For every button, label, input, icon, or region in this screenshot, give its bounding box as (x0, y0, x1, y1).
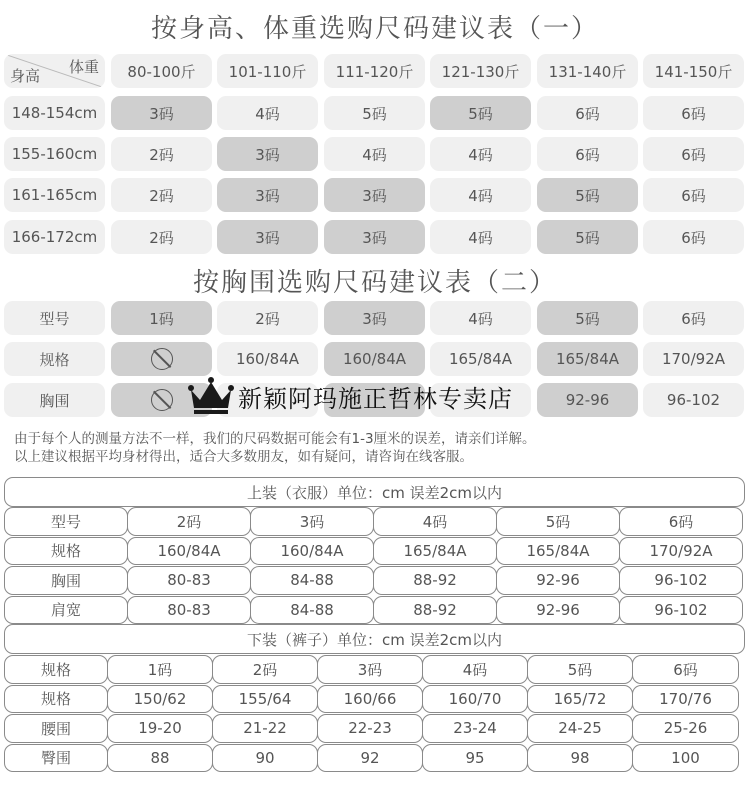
row-label: 胸围 (4, 566, 128, 595)
row-label: 规格 (4, 537, 128, 566)
row-label: 规格 (4, 655, 108, 684)
height-label: 166-172cm (4, 220, 105, 254)
spec-cell: 165/84A (537, 342, 638, 376)
size-cell: 5码 (324, 96, 425, 130)
height-label: 161-165cm (4, 178, 105, 212)
table-cell: 24-25 (527, 714, 633, 743)
size-cell: 4码 (430, 178, 531, 212)
size-cell: 6码 (537, 96, 638, 130)
table-cell: 2码 (127, 507, 251, 536)
height-label: 155-160cm (4, 137, 105, 171)
size-cell: 3码 (111, 96, 212, 130)
weight-header: 141-150斤 (643, 54, 744, 88)
na-cell (111, 342, 212, 376)
header-height-label: 身高 (10, 67, 41, 85)
table-cell: 2码 (212, 655, 318, 684)
size-cell: 5码 (537, 178, 638, 212)
table-cell: 84-88 (250, 596, 374, 625)
table-cell: 80-83 (127, 596, 251, 625)
weight-header: 80-100斤 (111, 54, 212, 88)
size-cell: 6码 (643, 137, 744, 171)
table-cell: 88-92 (373, 596, 497, 625)
table-cell: 165/72 (527, 685, 633, 714)
model-cell: 5码 (537, 301, 638, 335)
table-cell: 160/70 (422, 685, 528, 714)
table-cell: 5码 (527, 655, 633, 684)
size-cell: 6码 (643, 96, 744, 130)
table-cell: 170/92A (619, 537, 743, 566)
size-cell: 3码 (217, 137, 318, 171)
table-cell: 165/84A (373, 537, 497, 566)
top-table-title: 上装（衣服）单位：cm 误差2cm以内 (4, 477, 745, 507)
chest-cell: 92-96 (537, 383, 638, 417)
table-cell: 80-83 (127, 566, 251, 595)
table-cell: 6码 (632, 655, 739, 684)
size-cell: 3码 (324, 178, 425, 212)
table-cell: 160/66 (317, 685, 423, 714)
chest-cell: 96-102 (643, 383, 744, 417)
row-label-model: 型号 (4, 301, 105, 335)
table-cell: 84-88 (250, 566, 374, 595)
size-cell: 4码 (217, 96, 318, 130)
table-cell: 92-96 (496, 596, 620, 625)
row-label-spec: 规格 (4, 342, 105, 376)
table-cell: 5码 (496, 507, 620, 536)
size-cell: 5码 (430, 96, 531, 130)
table-cell: 19-20 (107, 714, 213, 743)
row-label: 腰围 (4, 714, 108, 743)
table-cell: 98 (527, 744, 633, 773)
table-cell: 3码 (317, 655, 423, 684)
size-cell: 3码 (217, 178, 318, 212)
size-cell: 6码 (643, 178, 744, 212)
row-label-chest: 胸围 (4, 383, 105, 417)
table2-title: 按胸围选购尺码建议表（二） (192, 268, 557, 298)
table-cell: 21-22 (212, 714, 318, 743)
size-cell: 4码 (324, 137, 425, 171)
spec-cell: 170/92A (643, 342, 744, 376)
table-cell: 92 (317, 744, 423, 773)
table-cell: 155/64 (212, 685, 318, 714)
spec-cell: 160/84A (324, 342, 425, 376)
bottom-table-title: 下装（裤子）单位：cm 误差2cm以内 (4, 624, 745, 654)
weight-header: 111-120斤 (324, 54, 425, 88)
model-cell: 6码 (643, 301, 744, 335)
note-line: 以上建议根据平均身材得出，适合大多数朋友，如有疑问，请咨询在线客服。 (14, 449, 473, 465)
height-label: 148-154cm (4, 96, 105, 130)
table-cell: 4码 (373, 507, 497, 536)
model-cell: 2码 (217, 301, 318, 335)
table-cell: 4码 (422, 655, 528, 684)
table-cell: 96-102 (619, 566, 743, 595)
table-cell: 165/84A (496, 537, 620, 566)
header-weight-label: 体重 (68, 58, 99, 76)
size-cell: 2码 (111, 137, 212, 171)
weight-header: 131-140斤 (537, 54, 638, 88)
size-cell: 4码 (430, 137, 531, 171)
size-cell: 4码 (430, 220, 531, 254)
model-cell: 3码 (324, 301, 425, 335)
table-cell: 6码 (619, 507, 743, 536)
table-cell: 150/62 (107, 685, 213, 714)
spec-cell: 165/84A (430, 342, 531, 376)
size-cell: 5码 (537, 220, 638, 254)
table-cell: 1码 (107, 655, 213, 684)
size-cell: 6码 (537, 137, 638, 171)
size-cell: 3码 (217, 220, 318, 254)
row-label: 臀围 (4, 744, 108, 773)
table-cell: 170/76 (632, 685, 739, 714)
store-name: 新颖阿玛施正哲林专卖店 (238, 384, 513, 413)
table-cell: 92-96 (496, 566, 620, 595)
header-height-weight-cell (4, 54, 105, 88)
size-cell: 6码 (643, 220, 744, 254)
table-cell: 90 (212, 744, 318, 773)
table-cell: 25-26 (632, 714, 739, 743)
row-label: 肩宽 (4, 596, 128, 625)
row-label: 型号 (4, 507, 128, 536)
table-cell: 160/84A (250, 537, 374, 566)
table-cell: 88 (107, 744, 213, 773)
table1-title: 按身高、体重选购尺码建议表（一） (150, 14, 599, 44)
spec-cell: 160/84A (217, 342, 318, 376)
table-cell: 160/84A (127, 537, 251, 566)
note-line: 由于每个人的测量方法不一样，我们的尺码数据可能会有1-3厘米的误差，请亲们详解。 (14, 431, 536, 447)
store-watermark (188, 376, 513, 416)
size-cell: 3码 (324, 220, 425, 254)
prohibited-icon (151, 389, 173, 411)
table-cell: 88-92 (373, 566, 497, 595)
weight-header: 121-130斤 (430, 54, 531, 88)
prohibited-icon (151, 348, 173, 370)
size-cell: 2码 (111, 220, 212, 254)
table-cell: 22-23 (317, 714, 423, 743)
model-cell: 1码 (111, 301, 212, 335)
weight-header: 101-110斤 (217, 54, 318, 88)
model-cell: 4码 (430, 301, 531, 335)
table-cell: 96-102 (619, 596, 743, 625)
crown-icon (188, 376, 234, 416)
size-cell: 2码 (111, 178, 212, 212)
table-cell: 3码 (250, 507, 374, 536)
table-cell: 100 (632, 744, 739, 773)
table-cell: 23-24 (422, 714, 528, 743)
row-label: 规格 (4, 685, 108, 714)
table-cell: 95 (422, 744, 528, 773)
